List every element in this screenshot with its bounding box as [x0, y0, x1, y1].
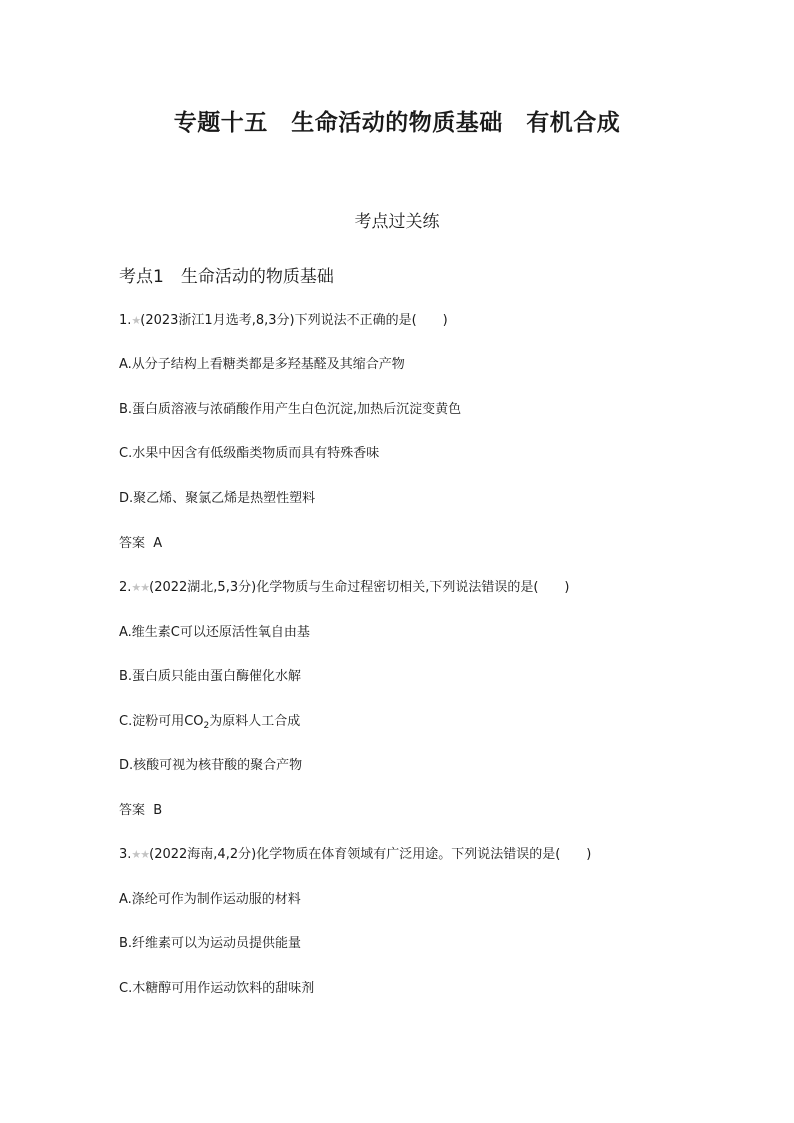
question-2-option-d: D.核酸可视为核苷酸的聚合产物: [119, 758, 303, 773]
question-2-option-c: [119, 713, 300, 735]
question-text: 化学物质与生命过程密切相关,下列说法错误的是( ): [256, 580, 570, 595]
difficulty-star-icon: ★★: [131, 581, 150, 594]
question-source: (2022湖北,5,3分): [149, 580, 257, 595]
question-3-stem: [119, 846, 591, 864]
question-3-option-c: C.木糖醇可用作运动饮料的甜味剂: [119, 981, 315, 996]
question-1-option-a: A.从分子结构上看糖类都是多羟基醛及其缩合产物: [119, 357, 405, 372]
question-source: (2022海南,4,2分): [149, 847, 257, 862]
subscript: 2: [203, 721, 210, 731]
section-heading: 考点1 生命活动的物质基础: [119, 267, 334, 287]
answer-value: B: [153, 803, 163, 818]
question-2-answer: [119, 802, 162, 820]
difficulty-star-icon: ★: [131, 314, 141, 327]
option-text: C.淀粉可用CO: [119, 714, 204, 729]
question-1-stem: [119, 312, 448, 330]
question-number: 2.: [119, 580, 132, 595]
question-2-option-a: A.维生素C可以还原活性氧自由基: [119, 625, 310, 640]
question-1-option-b: B.蛋白质溶液与浓硝酸作用产生白色沉淀,加热后沉淀变黄色: [119, 402, 462, 417]
option-text-tail: 为原料人工合成: [209, 714, 301, 729]
question-text: 下列说法不正确的是( ): [294, 313, 448, 328]
difficulty-star-icon: ★★: [131, 848, 150, 861]
answer-label: 答案: [119, 803, 146, 818]
question-source: (2023浙江1月选考,8,3分): [140, 313, 295, 328]
answer-label: 答案: [119, 536, 146, 551]
question-1-option-c: C.水果中因含有低级酯类物质而具有特殊香味: [119, 446, 380, 461]
question-text: 化学物质在体育领域有广泛用途。下列说法错误的是( ): [256, 847, 592, 862]
page-title: 专题十五 生命活动的物质基础 有机合成: [173, 110, 621, 136]
question-number: 3.: [119, 847, 132, 862]
question-2-option-b: B.蛋白质只能由蛋白酶催化水解: [119, 669, 302, 684]
question-1-answer: [119, 535, 162, 553]
page-subtitle: 考点过关练: [354, 212, 440, 232]
question-1-option-d: D.聚乙烯、聚氯乙烯是热塑性塑料: [119, 491, 316, 506]
answer-value: A: [153, 536, 163, 551]
question-number: 1.: [119, 313, 132, 328]
question-3-option-a: A.涤纶可作为制作运动服的材料: [119, 892, 301, 907]
question-2-stem: [119, 579, 569, 597]
question-3-option-b: B.纤维素可以为运动员提供能量: [119, 936, 302, 951]
